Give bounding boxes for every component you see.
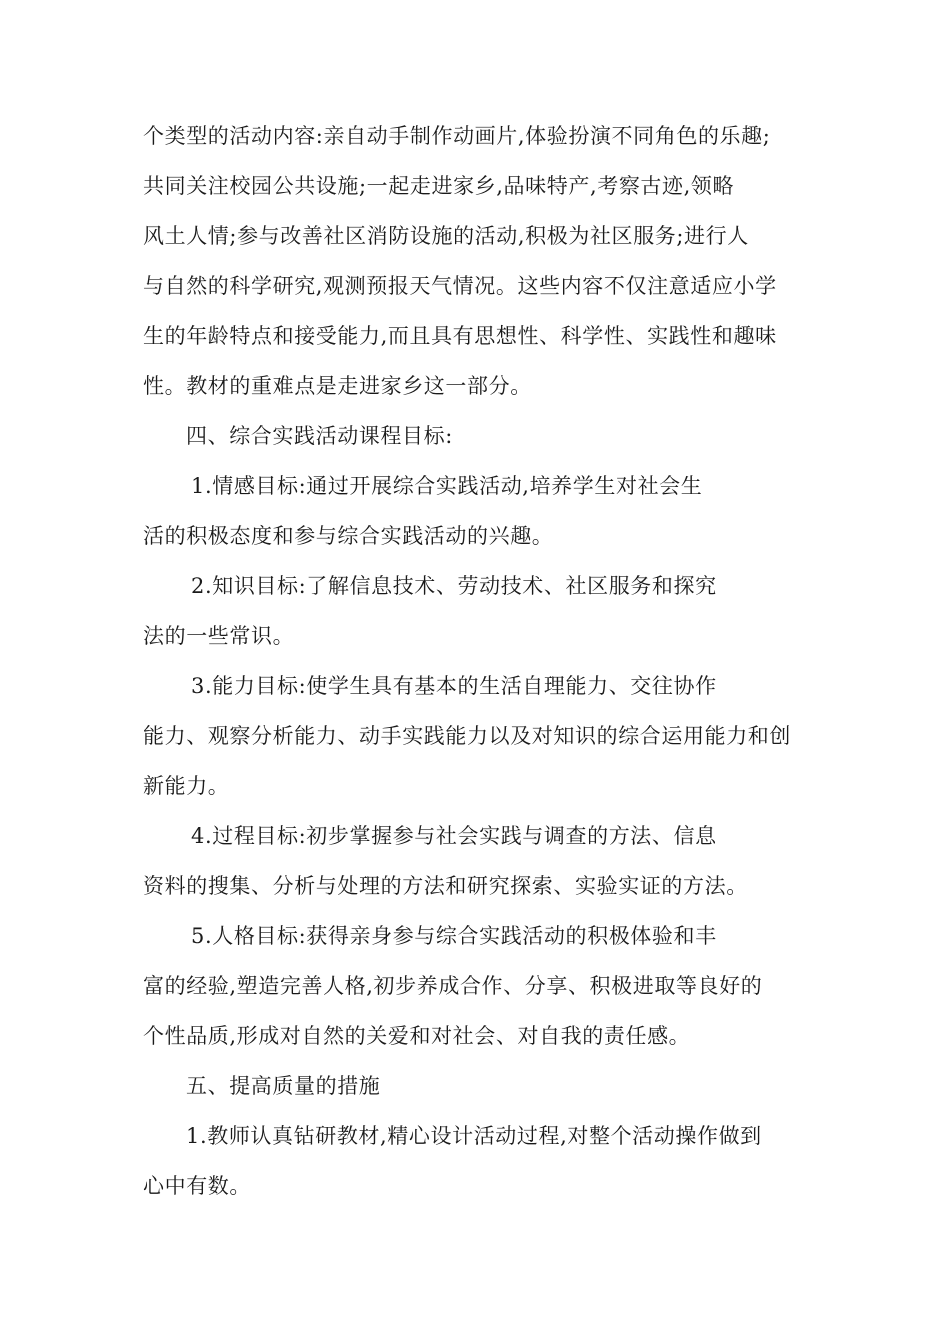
paragraph-line: 个性品质,形成对自然的关爱和对社会、对自我的责任感。 (143, 1024, 691, 1048)
paragraph-line: 与自然的科学研究,观测预报天气情况。这些内容不仅注意适应小学 (143, 274, 777, 298)
paragraph-line: 资料的搜集、分析与处理的方法和研究探索、实验实证的方法。 (143, 874, 748, 898)
section-heading: 四、综合实践活动课程目标: (186, 424, 453, 448)
paragraph-line: 个类型的活动内容:亲自动手制作动画片,体验扮演不同角色的乐趣; (143, 124, 771, 148)
paragraph-line: 富的经验,塑造完善人格,初步养成合作、分享、积极进取等良好的 (143, 974, 763, 998)
goal-item-line: 3.能力目标:使学生具有基本的生活自理能力、交往协作 (191, 674, 717, 698)
paragraph-line: 法的一些常识。 (143, 624, 295, 648)
paragraph-line: 性。教材的重难点是走进家乡这一部分。 (143, 374, 532, 398)
goal-item-line: 1.情感目标:通过开展综合实践活动,培养学生对社会生 (191, 474, 703, 498)
paragraph-line: 共同关注校园公共设施;一起走进家乡,品味特产,考察古迹,领略 (143, 174, 735, 198)
measure-item-line: 1.教师认真钻研教材,精心设计活动过程,对整个活动操作做到 (186, 1124, 762, 1148)
paragraph-line: 风土人情;参与改善社区消防设施的活动,积极为社区服务;进行人 (143, 224, 749, 248)
paragraph-line: 活的积极态度和参与综合实践活动的兴趣。 (143, 524, 554, 548)
goal-item-line: 2.知识目标:了解信息技术、劳动技术、社区服务和探究 (191, 574, 717, 598)
goal-item-line: 5.人格目标:获得亲身参与综合实践活动的积极体验和丰 (191, 924, 717, 948)
paragraph-line: 心中有数。 (143, 1174, 251, 1198)
paragraph-line: 新能力。 (143, 774, 230, 798)
paragraph-line: 生的年龄特点和接受能力,而且具有思想性、科学性、实践性和趣味 (143, 324, 777, 348)
paragraph-line: 能力、观察分析能力、动手实践能力以及对知识的综合运用能力和创 (143, 724, 791, 748)
goal-item-line: 4.过程目标:初步掌握参与社会实践与调查的方法、信息 (191, 824, 717, 848)
section-heading: 五、提高质量的措施 (186, 1074, 381, 1098)
